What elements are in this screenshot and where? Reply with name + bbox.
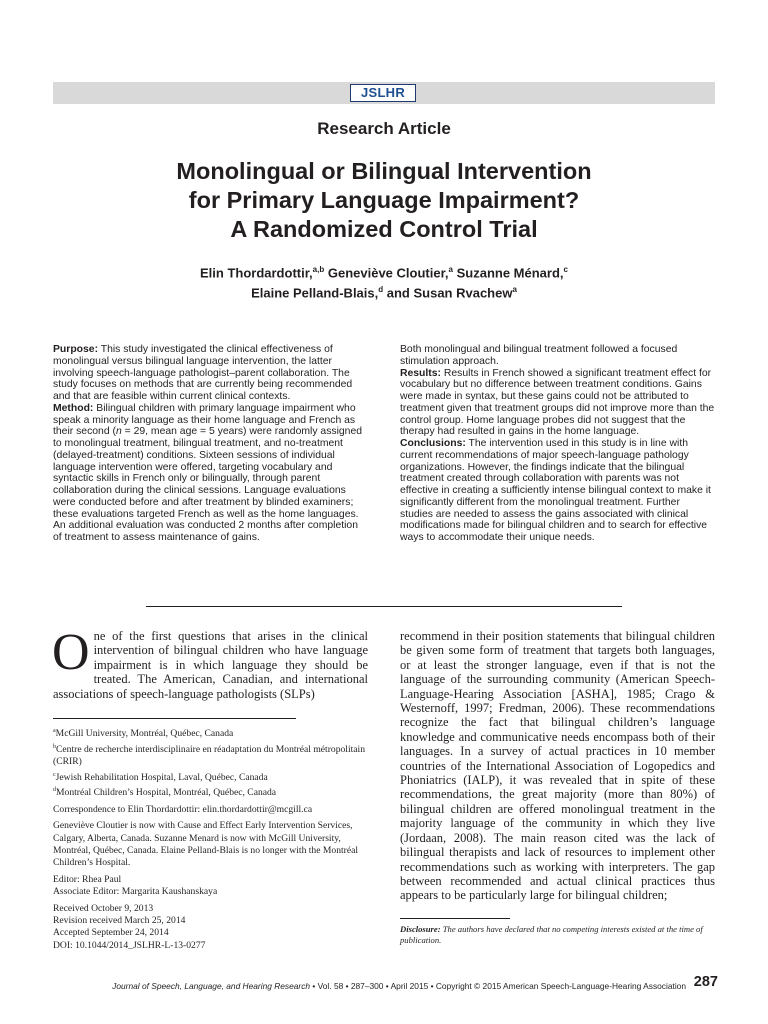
author-affiliation-mark: a,b — [312, 265, 325, 274]
affiliation-mark: d — [53, 787, 56, 794]
abstract-text: = 29, mean age = 5 years) were randomly assigned to monolingual treatment, bilingual treatment, and no-treatment (delayed-treatment) conditions. Sixteen sessions of individual language intervention were offered, targeting vocabulary and syntactic skills in French only or bilingually, through parent collaboration during the clinical sessions. Language evaluations were conducted before and after treatment by blinded examiners; these evaluations targeted French as well as the home languages. An additional evaluation was conducted 2 months after completion of treatment to assess maintenance of gains. — [53, 426, 363, 543]
correspondence-note: Correspondence to Elin Thordardottir: elin.thordardottir@mcgill.ca — [53, 803, 313, 815]
footer-details: • Vol. 58 • 287–300 • April 2015 • Copyright © 2015 American Speech-Language-Hearing Association — [310, 981, 686, 991]
affiliation-note — [53, 725, 368, 741]
footer-journal: Journal of Speech, Language, and Hearing Research — [112, 981, 311, 991]
abstract-purpose — [53, 344, 368, 403]
title-line: Monolingual or Bilingual Intervention — [176, 158, 592, 184]
affiliation-text: McGill University, Montréal, Québec, Canada — [55, 728, 234, 740]
author-name: Geneviève Cloutier, — [327, 265, 449, 281]
author-name: Elin Thordardottir, — [200, 265, 313, 281]
affiliation-text: Jewish Rehabilitation Hospital, Laval, Québec, Canada — [55, 771, 268, 783]
abstract-text: The intervention used in this study is in line with current recommendations of major speech-language pathology organizations. However, the findings indicate that the bilingual treatment created through collaboration with parents was not effective in creating a sufficiently intense bilingual context to make it significantly different from the monolingual treatment. Further studies are needed to assess the gains associated with clinical modifications made for bilingual children and to search for effective ways to accommodate their unique needs. — [400, 438, 711, 543]
abstract-label: Method: — [53, 402, 94, 414]
title-line: A Randomized Control Trial — [230, 216, 538, 242]
author-name: Suzanne Ménard, — [456, 265, 564, 281]
abstract-results — [400, 368, 715, 439]
author-name: and Susan Rvachew — [386, 285, 513, 301]
page-number: 287 — [693, 974, 718, 990]
footnote-divider — [53, 718, 296, 719]
associate-editor-note: Associate Editor: Margarita Kaushanskaya — [53, 886, 218, 898]
disclosure-text: The authors have declared that no competing interests existed at the time of publication. — [400, 924, 703, 945]
affiliation-mark: b — [53, 743, 56, 750]
abstract-label: Results: — [400, 367, 441, 379]
body-text: recommend in their position statements that bilingual children be given some form of treatment that targets both languages, or at least the stronger language, even if that is not the language of the surrounding community (American Speech-Language-Hearing Association [ASHA], 1985; Crago & Westernoff, 1997; Fredman, 2006). These recommendations recognize the fact that bilingual children’s language knowledge and communicative needs encompass both of their languages. In a survey of actual practices in 10 member countries of the International Association of Logopedics and Phoniatrics (IALP), it was revealed that in spite of these recommendations, the great majority (more than 80%) of bilingual children are offered monolingual treatment in the majority language of the community in which they live (Jordaan, 2008). The main reason cited was the lack of bilingual therapists and lack of resources to implement other recommendations such as working with interpreters. The gap between recommended and actual clinical practices thus appears to be particularly large for bilingual children; — [400, 629, 715, 903]
author-list — [0, 261, 768, 302]
author-update-note: Geneviève Cloutier is now with Cause and Effect Early Intervention Services, Calgary, Alberta, Canada. Suzanne Menard is now with McGill University, Montréal, Québec, Canada. Elaine Pelland-Blais is no longer with the Montréal Children’s Hospital. — [53, 820, 359, 869]
revision-date: Revision received March 25, 2014 — [53, 915, 186, 927]
doi: DOI: 10.1044/2014_JSLHR-L-13-0277 — [53, 939, 206, 951]
affiliation-mark: a — [53, 728, 56, 734]
disclosure-label: Disclosure: — [400, 924, 441, 934]
abstract-method-continued: Both monolingual and bilingual treatment followed a focused stimulation approach. — [400, 344, 678, 367]
affiliation-text: Centre de recherche interdisciplinaire en réadaptation du Montréal métropolitain (CRIR) — [53, 743, 366, 768]
abstract-column-right — [400, 344, 715, 544]
abstract-text: Bilingual children with primary language impairment who speak a minority language as their home language and French as their second ( — [53, 402, 356, 438]
disclosure — [400, 924, 718, 946]
body-column-right — [400, 629, 715, 903]
author-affiliation-mark: a — [512, 285, 517, 295]
abstract-method — [53, 403, 368, 544]
accepted-date: Accepted September 24, 2014 — [53, 927, 169, 939]
author-affiliation-mark: a — [448, 265, 453, 274]
abstract-text: Results in French showed a significant treatment effect for vocabulary but no difference between treatment conditions. Gains were made in syntax, but these gains could not be attributed to treatment given that treatment groups did not improve more than the control group. Home language probes did not suggest that the therapy had resulted in gains in the home language. — [400, 367, 715, 438]
abstract-conclusions — [400, 438, 715, 544]
body-text: ne of the first questions that arises in the clinical intervention of bilingual children who have language impairment is in which language they should be treated. The American, Canadian, and international associations of speech-language pathologists (SLPs) — [53, 629, 368, 701]
page-footer — [80, 980, 686, 992]
body-column-left — [52, 624, 368, 701]
journal-badge: JSLHR — [350, 84, 416, 102]
author-affiliation-mark: d — [378, 285, 384, 295]
article-type: Research Article — [317, 119, 451, 138]
abstract-label: Purpose: — [53, 344, 99, 355]
author-name: Elaine Pelland-Blais, — [251, 285, 379, 301]
abstract-text: n — [115, 426, 122, 438]
abstract-column-left — [53, 344, 368, 544]
drop-cap: O — [52, 624, 90, 681]
affiliation-note — [53, 769, 368, 785]
editor-note: Editor: Rhea Paul — [53, 873, 122, 885]
affiliation-text: Montréal Children’s Hospital, Montréal, Québec, Canada — [56, 787, 277, 799]
abstract-text: This study investigated the clinical effectiveness of monolingual versus bilingual language intervention, the latter involving speech-language pathologist–parent collaboration. The study focuses on methods that are currently being recommended and that are feasible within current clinical contexts. — [53, 344, 353, 402]
footnotes — [53, 725, 368, 952]
section-divider — [146, 606, 622, 607]
affiliation-mark: c — [53, 771, 56, 778]
received-date: Received October 9, 2013 — [53, 902, 154, 914]
affiliation-note — [53, 784, 368, 800]
article-title — [0, 157, 768, 244]
author-affiliation-mark: c — [563, 265, 568, 274]
affiliation-note — [53, 741, 368, 769]
disclosure-divider — [400, 918, 510, 919]
title-line: for Primary Language Impairment? — [188, 187, 580, 213]
abstract-label: Conclusions: — [400, 438, 466, 449]
